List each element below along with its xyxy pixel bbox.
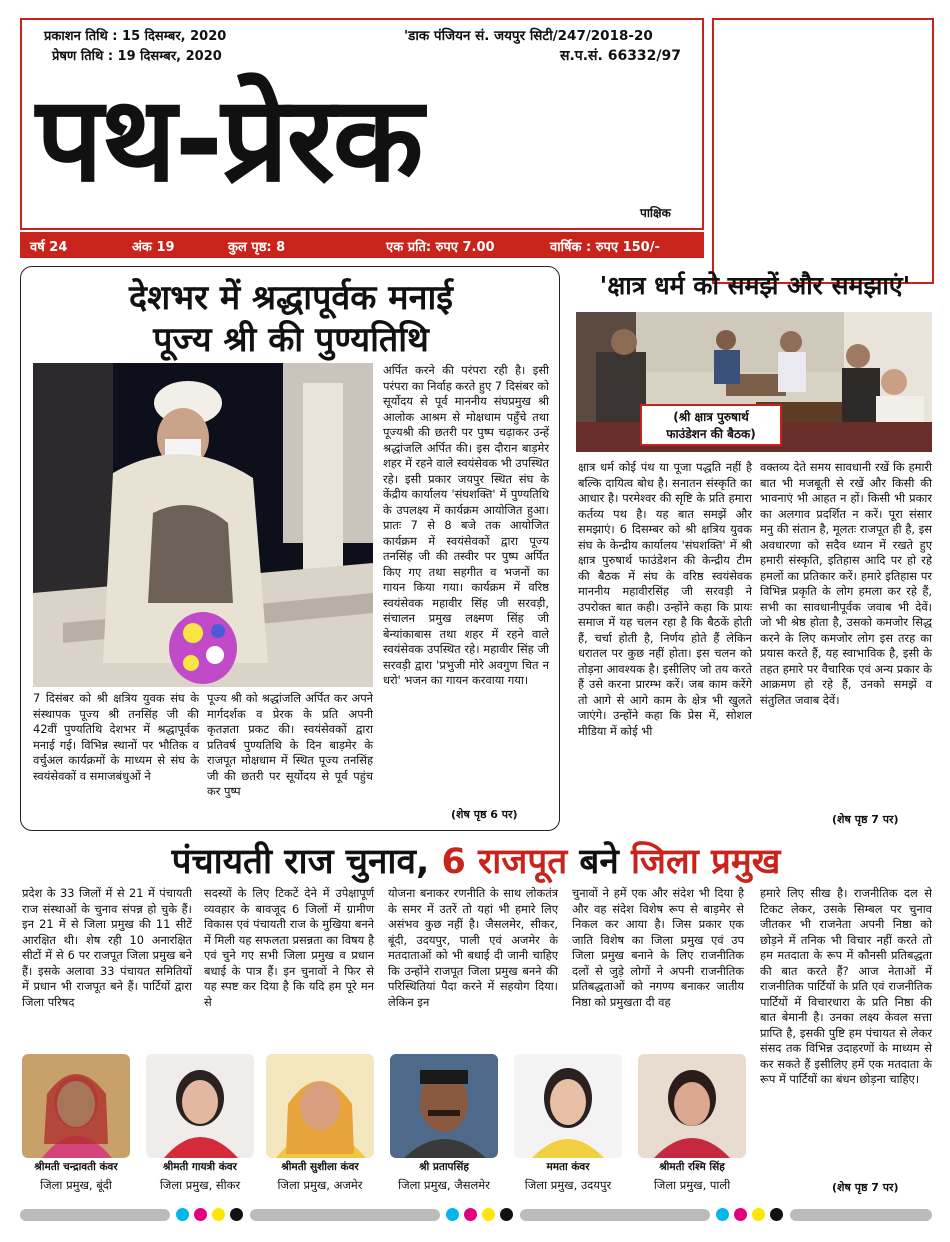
single-copy-price: एक प्रति: रुपए 7.00 <box>386 240 495 255</box>
black-dot <box>230 1208 243 1221</box>
article3-headline <box>20 837 932 884</box>
pramukh-role-3: जिला प्रमुख, अजमेर <box>277 1178 363 1192</box>
article3-column-c: योजना बनाकर रणनीति के साथ लोकतंत्र के समर में उतरें तो यहां भी हमारे लिए असंभव कुछ नहीं है। जैसलमेर, सीकर, बूंदी, उदयपुर, पाली एवं अजमेर के मतदाताओं को भी बधाई दी जानी चाहिए कि उन्होंने राजपूत जिला प्रमुख बनने की परिस्थितियां पैदा करने में सहयोग दिया। लेकिन इन <box>388 886 558 1009</box>
portrait-rashmi <box>638 1054 746 1158</box>
article3-column-b: सदस्यों के लिए टिकटें देने में उपेक्षापूर्ण व्यवहार के बावजूद 6 जिलों में ग्रामीण विकास एवं पंचायती राज के मुखिया बनने में मिली यह सफलता प्रसन्नता का विषय है एवं चुने गए सभी जिला प्रमुख व प्रधान बधाई के पात्र हैं। इन चुनावों ने फिर से यह स्पष्ट कर दिया है कि यदि हम पूरे मन से <box>204 886 374 1009</box>
address-box <box>712 18 934 284</box>
cyan-dot-2 <box>446 1208 459 1221</box>
cyan-dot-3 <box>716 1208 729 1221</box>
article1-headline-line1: देशभर में श्रद्धापूर्वक मनाई <box>129 278 453 318</box>
headline-part-2: 6 राजपूत <box>441 842 568 882</box>
print-bar-1 <box>20 1209 170 1221</box>
article3-column-e: हमारे लिए सीख है। राजनीतिक दल से टिकट लेकर, उसके सिम्बल पर चुनाव जीतकर भी राजनेता अपनी निष्ठा को छोड़ने में तनिक भी विचार नहीं करते तो हम मतदाता के रूप में कौनसी प्रतिबद्धता की बात करते हैं? आज नेताओं में राजनीतिक पार्टियों के प्रति एवं राजनीतिक पार्टियों में विचारधारा के प्रति निष्ठा की बात बेमानी है। उनका लक्ष्य केवल सत्ता प्राप्ति है, इसकी पुष्टि हम पंचायत से लेकर संसद तक विभिन्न उदाहरणों के माध्यम से कर सकते हैं इसीलिए हमें एक मतदाता के रूप में पार्टियों का बंधन छोड़ना चाहिए। <box>760 886 932 1086</box>
yellow-dot-2 <box>482 1208 495 1221</box>
print-bar-4 <box>790 1209 932 1221</box>
meeting-photo-caption <box>640 404 782 446</box>
pramukh-role-1: जिला प्रमुख, बूंदी <box>40 1178 112 1192</box>
total-pages: कुल पृष्ठ: 8 <box>228 240 286 255</box>
article1-continued: (शेष पृष्ठ 6 पर) <box>451 808 518 821</box>
article1-column-a: 7 दिसंबर को श्री क्षत्रिय युवक संघ के संस्थापक पूज्य श्री तनसिंह जी की 42वीं पुण्यतिथि देशभर में श्रद्धापूर्वक मनाई गई। विभिन्न स्थानों पर भौतिक व वर्चुअल कार्यक्रमों के माध्यम से संघ के स्वयंसेवकों व समाजबंधुओं ने <box>33 691 199 783</box>
pramukh-name-2: श्रीमती गायत्री कंवर <box>163 1161 237 1173</box>
print-bar-3 <box>520 1209 710 1221</box>
magenta-dot <box>194 1208 207 1221</box>
headline-part-1: पंचायती राज चुनाव, <box>171 842 442 882</box>
magenta-dot-3 <box>734 1208 747 1221</box>
portrait-pratapsingh <box>390 1054 498 1158</box>
registration-number: स.प.सं. 66332/97 <box>560 48 682 64</box>
yellow-dot-3 <box>752 1208 765 1221</box>
print-bar-2 <box>250 1209 440 1221</box>
headline-part-4: जिला प्रमुख <box>630 842 781 882</box>
magenta-dot-2 <box>464 1208 477 1221</box>
issue-info-bar <box>20 232 704 258</box>
article-death-anniversary <box>20 266 560 831</box>
black-dot-3 <box>770 1208 783 1221</box>
article3-column-d: चुनावों ने हमें एक और संदेश भी दिया है और वह संदेश विशेष रूप से बाड़मेर से निकल कर आया है। जिस प्रकार एक जाति विशेष का जिला प्रमुख एवं उप जिला प्रमुख बनाने के लिए राजनीतिक दलों से जुड़े लोगों ने अपनी राजनीतिक प्रतिबद्धताओं को नगण्य बनाकर जातीय निष्ठा को प्रमुखता दी वह <box>572 886 744 1009</box>
pramukh-name-1: श्रीमती चन्द्रावती कंवर <box>34 1161 118 1173</box>
pramukh-role-2: जिला प्रमुख, सीकर <box>159 1178 241 1192</box>
portrait-mamta <box>514 1054 622 1158</box>
issue-number: अंक 19 <box>132 240 175 255</box>
pramukh-role-6: जिला प्रमुख, पाली <box>653 1178 731 1192</box>
newspaper-title: पथ-प्रेरक <box>36 70 422 208</box>
article2-headline: 'क्षात्र धर्म को समझें और समझाएं' <box>599 271 911 300</box>
periodicity-label: पाक्षिक <box>640 206 671 220</box>
pramukh-name-3: श्रीमती सुशीला कंवर <box>281 1161 359 1173</box>
article1-column-c: अर्पित करने की परंपरा रही है। इसी परंपरा का निर्वाह करते हुए 7 दिसंबर को सूर्योदय से पूर्व माननीय संघप्रमुख श्री आलोक आश्रम से मोक्षधाम पहुँचे तथा पूज्यश्री की छतरी पर पुष्प चढ़ाकर उन्हें श्रद्धांजलि अर्पित की। इस दौरान बाड़मेर शहर में रहने वाले स्वयंसेवक भी उपस्थित रहे। इसी प्रकार जयपुर स्थित संघ के केंद्रीय कार्यालय 'संघशक्ति' में पुण्यतिथि के उपलक्ष्य में कार्यक्रम आयोजित हुआ। प्रातः 7 से 8 बजे तक आयोजित कार्यक्रम में स्वयंसेवकों द्वारा पूज्य तनसिंह जी की तस्वीर पर पुष्प अर्पित किए गए तथा सहगीत व भजनों का गायन किया गया। कार्यक्रम में वरिष्ठ स्वयंसेवक महावीर सिंह जी सरवड़ी, संचालन प्रमुख लक्ष्मण सिंह जी बेन्यांकाबास तथा शहर में रहने वाले स्वयंसेवक उपस्थित रहे। महावीर सिंह जी सरवड़ी द्वारा 'प्रभुजी मोरे अवगुण चित न धरो' भजन का गायन करवाया गया। <box>383 363 549 687</box>
portrait-chandrawati <box>22 1054 130 1158</box>
caption-line-1: (श्री क्षात्र पुरुषार्थ <box>673 410 749 424</box>
caption-line-2: फाउंडेशन की बैठक) <box>666 427 756 441</box>
tribute-photo <box>33 363 373 687</box>
publish-date: प्रकाशन तिथि : 15 दिसम्बर, 2020 <box>44 29 227 44</box>
article2-column-a: क्षात्र धर्म कोई पंथ या पूजा पद्धति नहीं है बल्कि दायित्व बोध है। सनातन संस्कृति का आधार है। परमेश्वर की सृष्टि के प्रति हमारा कर्तव्य पथ है। यह बात समझें और समझाएं। 6 दिसम्बर को श्री क्षत्रिय युवक संघ के केन्द्रीय कार्यालय 'संघशक्ति' में श्री क्षात्र पुरुषार्थ फाउंडेशन की केन्द्रीय टीम की बैठक में संघ के वरिष्ठ स्वयंसेवक माननीय महावीरसिंह जी सरवड़ी ने उपरोक्त बात कही। उन्होंने कहा कि प्रायः समाज में यह चलन रहा है कि बैठकें होती हैं, चर्चा होती है, निर्णय होते हैं लेकिन धरातल पर कुछ नहीं होता। इस चलन को तोड़ना आवश्यक है। इसीलिए जो तय करते हैं उसे करना प्रारम्भ करें। जब काम करेंगे तो आगे से आगे काम के क्षेत्र भी खुलते जाएंगे। उन्होंने कहा कि प्रेस में, सोशल मीडिया में कोई भी <box>578 460 752 738</box>
pramukh-role-5: जिला प्रमुख, उदयपुर <box>524 1178 612 1192</box>
article3-column-a: प्रदेश के 33 जिलों में से 21 में पंचायती राज संस्थाओं के चुनाव संपन्न हो चुके हैं। इन 21 में से जिला प्रमुख की 11 सीटें आरक्षित थी। शेष रही 10 अनारक्षित सीटों में से 6 पर राजपूत जिला प्रमुख बने हैं। इसके अलावा 33 पंचायत समितियों में प्रधान भी राजपूत बने हैं। पार्टियों द्वारा जिला परिषद <box>22 886 192 1009</box>
dispatch-date: प्रेषण तिथि : 19 दिसम्बर, 2020 <box>52 49 222 64</box>
pramukh-name-5: ममता कंवर <box>546 1161 590 1173</box>
article1-headline-line2: पूज्य श्री की पुण्यतिथि <box>153 320 429 360</box>
annual-subscription: वार्षिक : रुपए 150/- <box>550 240 660 255</box>
article3-continued: (शेष पृष्ठ 7 पर) <box>832 1181 899 1194</box>
portrait-gayatri <box>146 1054 254 1158</box>
pramukh-name-4: श्री प्रतापसिंह <box>419 1161 469 1173</box>
article2-column-b: वक्तव्य देते समय सावधानी रखें कि हमारी बात भी मजबूती से रखें और किसी की भावनाएं भी आहत न हों। किसी भी प्रकार का अलगाव प्रदर्शित न करें। पूरा संसार मनु की संतान है, मूलतः राजपूत ही है, इस अवधारणा को सदैव ध्यान में रखते हुए हमारी संस्कृति, इतिहास आदि पर हो रहे हमलों का प्रतिकार करें। हमारे इतिहास पर विभिन्न प्रकृति के लोग हमला कर रहे हैं, सभी का सावधानीपूर्वक जवाब भी देवें। जो भी श्रेष्ठ होता है, उसको कमजोर सिद्ध करने के लिए कमजोर लोग इस तरह का प्रयास करते हैं, यह स्वाभाविक है, इसी के तहत हमारे पर वैचारिक एवं अन्य प्रकार के आक्रमण हो रहे हैं, उनको समझें व संतुलित जवाब देवें। <box>760 460 932 707</box>
pramukh-name-6: श्रीमती रश्मि सिंह <box>659 1161 725 1173</box>
volume-year: वर्ष 24 <box>30 240 68 255</box>
cyan-dot <box>176 1208 189 1221</box>
yellow-dot <box>212 1208 225 1221</box>
headline-part-3: बने <box>567 842 631 882</box>
article1-column-b: पूज्य श्री को श्रद्धांजलि अर्पित कर अपने मार्गदर्शक व प्रेरक के प्रति अपनी कृतज्ञता प्रकट की। स्वयंसेवकों द्वारा प्रतिवर्ष पुण्यतिथि के दिन बाड़मेर के राजपूत मोक्षधाम में स्थित पूज्य तनसिंह जी की छतरी पर सूर्योदय से पूर्व पहुंच कर पुष्प <box>207 691 373 798</box>
article2-continued: (शेष पृष्ठ 7 पर) <box>832 813 899 826</box>
portrait-sushila <box>266 1054 374 1158</box>
black-dot-2 <box>500 1208 513 1221</box>
postal-registration: 'डाक पंजियन सं. जयपुर सिटी/247/2018-20 <box>404 28 653 44</box>
pramukh-role-4: जिला प्रमुख, जैसलमेर <box>398 1178 490 1192</box>
